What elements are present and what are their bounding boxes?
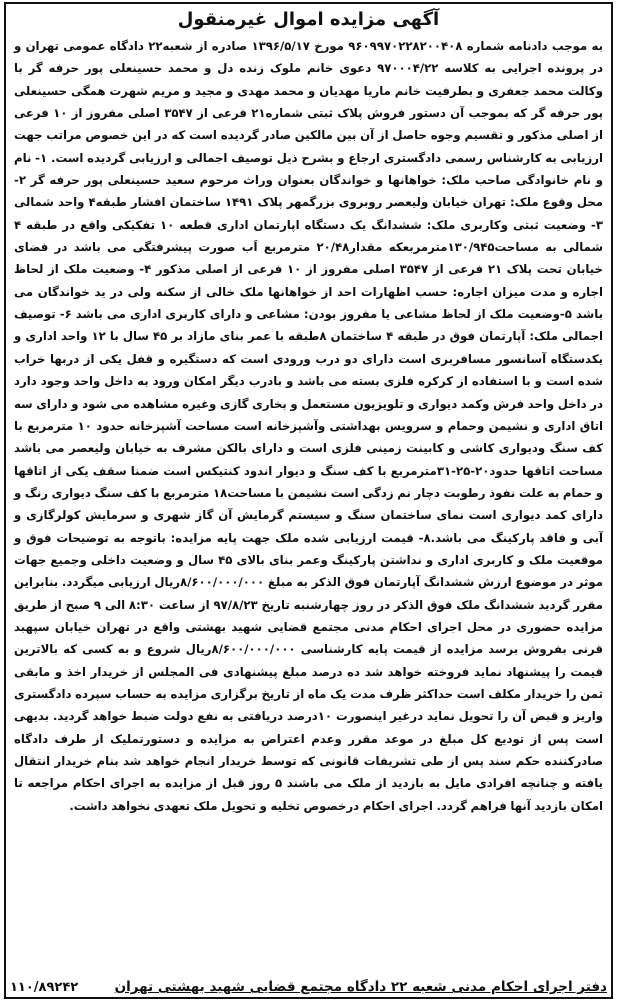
notice-body: به موجب دادنامه شماره ۹۶۰۹۹۷۰۲۲۸۲۰۰۴۰۸ مورخ ۱۳۹۶/۵/۱۷ صادره از شعبه۲۲ دادگاه عمومی تهران و در پرونده اجرایی به کلاسه ۹۷۰۰۰۴/۲۲ دعوی خانم ملوک زنده دل و محمد حسینعلی پور حرفه گر با وکالت محمد جعفری و بطرفیت خانم ماریا مهدیان و محمد مهدی و مجید و مریم شهرت همگی حسینعلی پور حرفه گر که بموجب آن دستور فروش پلاک ثبتی شماره۲۱ فرعی از ۳۵۴۷ اصلی مفروز از ۱۰ فرعی از اصلی مذکور و تقسیم وجوه حاصل از آن بین مالکین صادر گردیده است که در این خصوص مراتب جهت ارزیابی به کارشناس رسمی دادگستری ارجاع و بشرح ذیل توصیف اجمالی و ارزیابی گردیده است. ۱- نام و نام خانوادگی صاحب ملک: خواهانها و خواندگان بعنوان وراث مرحوم سعید حسینعلی پور حرفه گر ۲- محل وقوع ملک: تهران خیابان ولیعصر روبروی بزرگمهر پلاک ۱۴۹۱ ساختمان افشار طبقه۴ واحد شمالی ۳- وضعیت ثبتی وکاربری ملک: ششدانگ یک دستگاه اپارتمان اداری قطعه ۱۰ تفکیکی واقع در طبقه ۴ شمالی به مساحت۱۳۰/۹۴۵مترمربعکه مقدار۲۰/۴۸ مترمربع اَب صورت پیشرفتگی می باشد در فضای خیابان تحت پلاک ۲۱ فرعی از ۳۵۴۷ اصلی مفروز از ۱۰ فرعی از اصلی مذکور ۴- وضعیت ملک از لحاظ اجاره و مدت میزان اجاره: حسب اظهارات احد از خواهانها ملک خالی از سکنه ولی در ید خواندگان می باشد ۵-وضعیت ملک از لحاظ مشاعی یا مفروز بودن: مشاعی و دارای کاربری اداری می باشد ۶- توصیف اجمالی ملک: آپارتمان فوق در طبقه ۴ ساختمان ۸طبقه با عمر بنای مازاد بر ۴۵ سال با ۱۲ واحد اداری و یکدستگاه آسانسور مسافربری است دارای دو درب ورودی است که دستگیره و قفل یکی از دربها خراب شده است و با استفاده از کرکره فلزی بسته می باشد و بادرب دیگر امکان ورود به داخل واحد وجود دارد در داخل واحد فرش وکمد دیواری و تلویزیون مستعمل و بخاری گازی وغیره مشاهده می شود و دارای سه اتاق اداری و نشیمن وحمام و سرویس بهداشتی وآشپزخانه است مساحت آشپزخانه حدود ۱۰ مترمربع با کف سنگ ودیواری کاشی و کابینت زمینی فلزی است و دارای بالکن مشرف به خیابان ولیعصر می باشد مساحت اتاقها حدود۲۰-۲۵-۳۱مترمربع با کف سنگ و دیوار اندود کنتیکس است ضمنا سقف یکی از اتاقها و حمام به علت نفوذ رطوبت دچار نم زدگی است نشیمن با مساحت۱۸ مترمربع با کف سنگ دیواری رنگ و دارای کمد دیواری است نمای ساختمان سنگ و سیستم گرمایش آن گاز شهری و سرمایش کولرگازی و آبی و فاقد پارکینگ می باشد.۸- قیمت ارزیابی شده ملک جهت پایه مزایده: باتوجه به توضیحات فوق و موقعیت ملک و کاربری اداری و نداشتن پارکینگ وعمر بنای بالای ۴۵ سال و وضعیت داخلی وجمیع جهات موثر در موضوع ارزش ششدانگ آپارتمان فوق الذکر به مبلغ ۸/۶۰۰/۰۰۰/۰۰۰ریال ارزیابی میگردد. بنابراین مقرر گردید ششدانگ ملک فوق الذکر در روز چهارشنبه تاریخ ۹۷/۸/۲۳ از ساعت ۸:۳۰ الی ۹ صبح از طریق مزایده حضوری در محل اجرای احکام مدنی مجتمع قضایی شهید بهشتی واقع در تهران خیابان سپهبد قرنی بفروش برسد مزایده از قیمت پایه کارشناسی ۸/۶۰۰/۰۰۰/۰۰۰ریال شروع و به کسی که بالاترین قیمت را پیشنهاد نماید فروخته خواهد شد ده درصد مبلغ پیشنهادی فی المجلس از خریدار اخذ و مابقی ثمن را خریدار مکلف است حداکثر ظرف مدت یک ماه از تاریخ برگزاری مزایده به حساب سپرده دادگستری واریز و قبض آن را تحویل نماید درغیر اینصورت ۱۰درصد دریافتی به نفع دولت ضبط خواهد گردید. بدیهی است پس از تودیع کل مبلغ در موعد مقرر وعدم اعتراض به مزایده و دستورتملیک از طرف دادگاه صادرکننده حکم سند پس از طی تشریفات قانونی که توسط خریدار انجام خواهد شد بنام خریدار انتقال یافته و چنانچه افرادی مایل به بازدید از ملک می باشند ۵ روز قبل از مزایده به اجرای احکام مراجعه تا امکان بازدید آنها فراهم گردد. اجرای احکام درخصوص تخلیه و تحویل ملک تعهدی نخواهد داشت. (14, 39, 604, 813)
issuing-office: دفتر اجرای احکام مدنی شعبه ۲۲ دادگاه مجتمع قضایی شهید بهشتی تهران (114, 979, 607, 995)
auction-notice (4, 2, 613, 999)
notice-title: آگهی مزایده اموال غیرمنقول (177, 9, 440, 30)
reference-number: ۱۱۰/۸۹۲۴۲ (10, 979, 79, 995)
notice-footer (10, 979, 607, 995)
